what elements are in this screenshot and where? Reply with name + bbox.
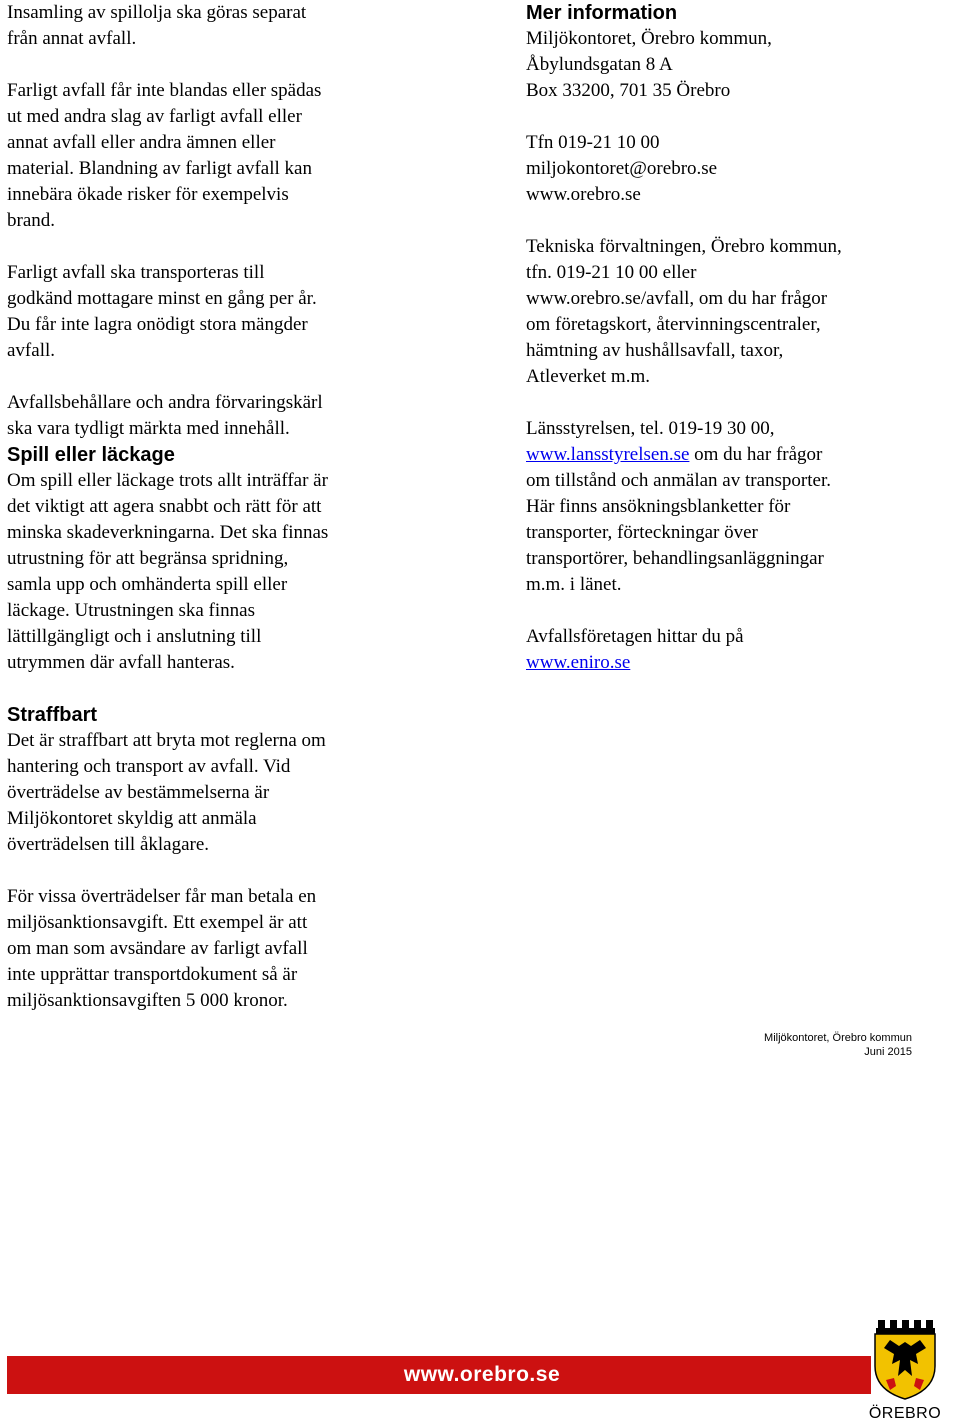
- text-line: hantering och transport av avfall. Vid: [7, 756, 291, 777]
- text-line: utrymmen där avfall hanteras.: [7, 652, 235, 673]
- text-line: överträdelse av bestämmelserna är: [7, 782, 270, 803]
- footer-note: [764, 1031, 912, 1059]
- text-line: Det är straffbart att bryta mot reglerna om: [7, 730, 326, 751]
- tekniska-block: [526, 234, 946, 390]
- footer-date: Juni 2015: [864, 1046, 912, 1058]
- text-line: [526, 442, 946, 468]
- text-line: material. Blandning av farligt avfall kan: [7, 158, 312, 179]
- text-line: Box 33200, 701 35 Örebro: [526, 80, 731, 101]
- paragraph-blandning: [7, 78, 407, 234]
- text-line: om företagskort, återvinningscentraler,: [526, 314, 821, 335]
- text-line: Avfallsföretagen hittar du på: [526, 626, 744, 647]
- text-line: avfall.: [7, 340, 56, 361]
- phone-text: Tfn 019-21 10 00: [526, 132, 660, 153]
- address-block: [526, 26, 946, 104]
- section-heading-spill: Spill eller läckage: [7, 444, 175, 466]
- text-line: godkänd mottagare minst en gång per år.: [7, 288, 317, 309]
- text-fragment: om du har frågor: [689, 444, 823, 465]
- text-line: Farligt avfall ska transporteras till: [7, 262, 265, 283]
- text-line: ska vara tydligt märkta med innehåll.: [7, 418, 290, 439]
- text-line: brand.: [7, 210, 56, 231]
- text-line: Länsstyrelsen, tel. 019-19 30 00,: [526, 418, 775, 439]
- text-line: m.m. i länet.: [526, 574, 622, 595]
- text-line: Farligt avfall får inte blandas eller spädas: [7, 80, 322, 101]
- text-line: annat avfall eller andra ämnen eller: [7, 132, 276, 153]
- text-line: om tillstånd och anmälan av transporter.: [526, 470, 831, 491]
- text-line: läckage. Utrustningen ska finnas: [7, 600, 255, 621]
- text-line: www.orebro.se/avfall, om du har frågor: [526, 288, 828, 309]
- text-line: hämtning av hushållsavfall, taxor,: [526, 340, 784, 361]
- website-text: www.orebro.se: [526, 184, 641, 205]
- text-line: innebära ökade risker för exempelvis: [7, 184, 289, 205]
- text-line: utrustning för att begränsa spridning,: [7, 548, 289, 569]
- text-line: lättillgängligt och i anslutning till: [7, 626, 262, 647]
- text-line: Du får inte lagra onödigt stora mängder: [7, 314, 308, 335]
- text-line: För vissa överträdelser får man betala en: [7, 886, 317, 907]
- eniro-block: [526, 624, 946, 676]
- text-line: transportörer, behandlingsanläggningar: [526, 548, 824, 569]
- paragraph-spill: [7, 468, 407, 676]
- text-line: miljösanktionsavgift. Ett exempel är att: [7, 912, 308, 933]
- text-line: inte upprättar transportdokument så är: [7, 964, 298, 985]
- text-line: transporter, förteckningar över: [526, 522, 758, 543]
- text-line: Om spill eller läckage trots allt inträffar är: [7, 470, 328, 491]
- text-line: överträdelsen till åklagare.: [7, 834, 210, 855]
- section-heading-mer-information: Mer information: [526, 2, 678, 24]
- text-line: tfn. 019-21 10 00 eller: [526, 262, 697, 283]
- text-line: Åbylundsgatan 8 A: [526, 54, 673, 75]
- footer-band-website[interactable]: www.orebro.se: [403, 1363, 561, 1386]
- lansstyrelsen-block: [526, 416, 946, 598]
- text-line: Miljökontoret, Örebro kommun,: [526, 28, 772, 49]
- section-heading-straffbart: Straffbart: [7, 704, 98, 726]
- text-line: Miljökontoret skyldig att anmäla: [7, 808, 257, 829]
- text-line: Atleverket m.m.: [526, 366, 650, 387]
- text-line: om man som avsändare av farligt avfall: [7, 938, 308, 959]
- paragraph-markning: [7, 390, 407, 442]
- text-line: Här finns ansökningsblanketter för: [526, 496, 791, 517]
- email-text: miljokontoret@orebro.se: [526, 158, 718, 179]
- text-line: från annat avfall.: [7, 28, 137, 49]
- paragraph-sanktionsavgift: [7, 884, 407, 1014]
- right-column: [526, 0, 946, 676]
- text-line: det viktigt att agera snabbt och rätt för att: [7, 496, 322, 517]
- text-line: minska skadeverkningarna. Det ska finnas: [7, 522, 329, 543]
- lansstyrelsen-link[interactable]: www.lansstyrelsen.se: [526, 444, 690, 465]
- text-line: [526, 650, 946, 676]
- paragraph-straffbart: [7, 728, 407, 858]
- paragraph-spillolja: [7, 0, 407, 52]
- text-line: miljösanktionsavgiften 5 000 kronor.: [7, 990, 288, 1011]
- orebro-logo-label: ÖREBRO: [868, 1405, 942, 1422]
- text-line: Avfallsbehållare och andra förvaringskärl: [7, 392, 323, 413]
- contact-block: [526, 130, 946, 208]
- left-column: [7, 0, 407, 1014]
- text-line: ut med andra slag av farligt avfall eller: [7, 106, 302, 127]
- footer-org: Miljökontoret, Örebro kommun: [764, 1032, 912, 1044]
- eniro-link[interactable]: www.eniro.se: [526, 652, 631, 673]
- paragraph-transport: [7, 260, 407, 364]
- text-line: samla upp och omhänderta spill eller: [7, 574, 288, 595]
- orebro-crest-icon: [872, 1320, 938, 1400]
- text-line: Tekniska förvaltningen, Örebro kommun,: [526, 236, 842, 257]
- text-line: Insamling av spillolja ska göras separat: [7, 2, 307, 23]
